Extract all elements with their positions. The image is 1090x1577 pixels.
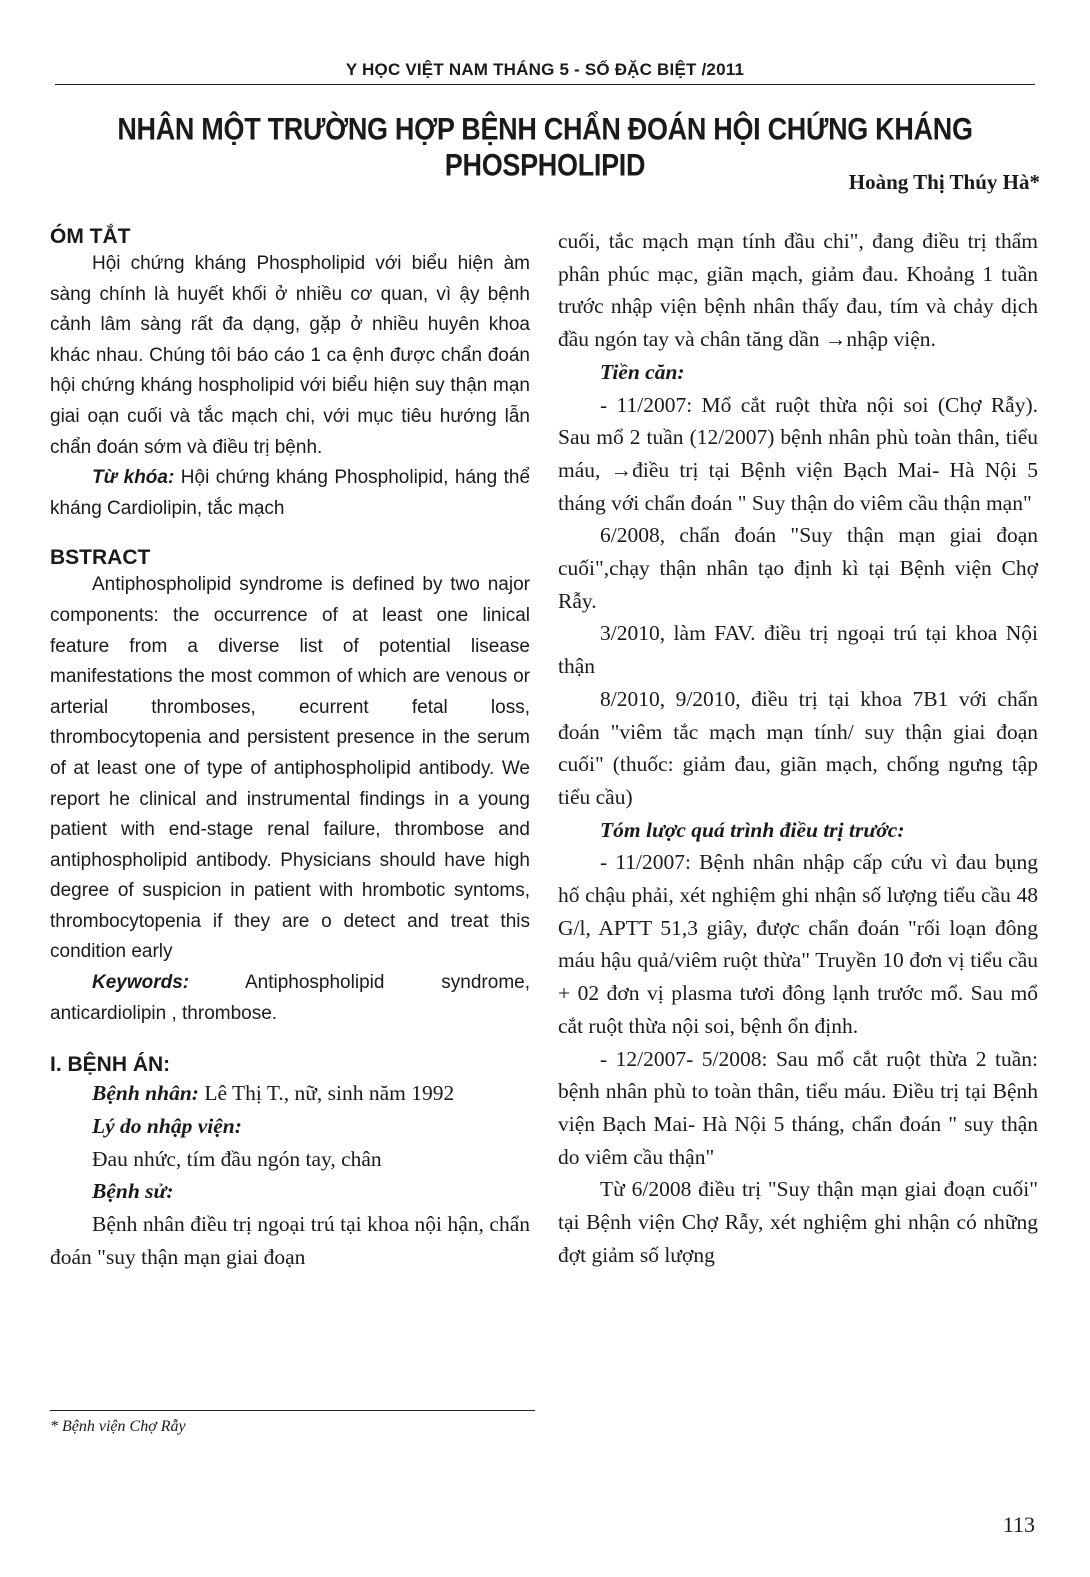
antecedent-item: - 11/2007: Mổ cắt ruột thừa nội soi (Chợ Rẫy). Sau mổ 2 tuần (12/2007) bệnh nhân phù toàn thân, tiểu máu, →điều trị tại Bệnh viện Bạch Mai- Hà Nội 5 tháng với chẩn đoán " Suy thận do viêm cầu thận mạn"	[558, 392, 1038, 515]
right-column	[558, 225, 1038, 1272]
case-heading: I. BỆNH ÁN:	[50, 1053, 171, 1077]
abstract-section	[50, 546, 530, 1029]
case-section	[50, 1053, 530, 1273]
history-continued: cuối, tắc mạch mạn tính đầu chi", đang điều trị thẩm phân phúc mạc, giãn mạch, giảm đau. Khoảng 1 tuần trước nhập viện bệnh nhân thấy đau, tím và chảy dịch đầu ngón tay và chân tăng dần →nhập viện.	[558, 229, 1038, 352]
page-number: 113	[1002, 1512, 1035, 1537]
prior-treatment-item: - 11/2007: Bệnh nhân nhập cấp cứu vì đau bụng hố chậu phải, xét nghiệm ghi nhận số lượng tiểu cầu 48 G/l, APTT 51,3 giây, được chẩn đoán "rối loạn đông máu hậu quả/viêm ruột thừa" Truyền 10 đơn vị tiểu cầu + 02 đơn vị plasma tươi đông lạnh trước mổ. Sau mổ cắt ruột thừa nội soi, bệnh ổn định.	[558, 850, 1038, 1038]
abstract-heading: BSTRACT	[50, 546, 151, 570]
summary-keywords-label: Từ khóa:	[92, 467, 175, 489]
summary-keywords	[50, 463, 530, 524]
patient-text: Lê Thị T., nữ, sinh năm 1992	[204, 1081, 455, 1106]
patient-label: Bệnh nhân:	[92, 1081, 199, 1106]
prior-treatment-label: Tóm lược quá trình điều trị trước:	[600, 817, 905, 842]
antecedent-item: 8/2010, 9/2010, điều trị tại khoa 7B1 với chẩn đoán "viêm tắc mạch mạn tính/ suy thận giai đoạn cuối" (thuốc: giảm đau, giãn mạch, chống ngưng tập tiểu cầu)	[558, 686, 1038, 809]
article-author: Hoàng Thị Thúy Hà*	[848, 170, 1040, 194]
history-label: Bệnh sử:	[92, 1179, 174, 1204]
reason-label: Lý do nhập viện:	[92, 1113, 242, 1138]
prior-treatment-item: - 12/2007- 5/2008: Sau mổ cắt ruột thừa 2 tuần: bệnh nhân phù to toàn thân, tiểu máu. Điều trị tại Bệnh viện Bạch Mai- Hà Nội 5 tháng, chẩn đoán " suy thận do viêm cầu thận"	[558, 1046, 1038, 1169]
patient-line	[50, 1077, 530, 1110]
history-label-line	[50, 1175, 530, 1208]
antecedents-label-line	[558, 356, 1038, 389]
reason-text: Đau nhức, tím đầu ngón tay, chân	[92, 1146, 382, 1171]
article-title: NHÂN MỘT TRƯỜNG HỢP BỆNH CHẨN ĐOÁN HỘI CHỨNG KHÁNG PHOSPHOLIPID	[117, 112, 973, 183]
summary-body: Hội chứng kháng Phospholipid với biểu hiện àm sàng chính là huyết khối ở nhiều cơ quan, vì ậy bệnh cảnh lâm sàng rất đa dạng, gặp ở nhiều huyên khoa khác nhau. Chúng tôi báo cáo 1 ca ệnh được chẩn đoán hội chứng kháng hospholipid với biểu hiện suy thận mạn giai oạn cuối và tắc mạch chi, với mục tiêu hướng lẫn chẩn đoán sớm và điều trị bệnh.	[50, 253, 530, 458]
left-column	[50, 225, 530, 1273]
prior-treatment-item: Từ 6/2008 điều trị "Suy thận mạn giai đoạn cuối" tại Bệnh viện Chợ Rẫy, xét nghiệm ghi nhận có những đợt giảm số lượng	[558, 1177, 1038, 1267]
antecedent-item: 6/2008, chẩn đoán "Suy thận mạn giai đoạn cuối",chạy thận nhân tạo định kì tại Bệnh viện Chợ Rẫy.	[558, 523, 1038, 613]
abstract-keywords	[50, 968, 530, 1029]
abstract-keywords-label: Keywords:	[92, 972, 190, 994]
summary-keywords-text: Hội chứng kháng Phospholipid, háng thể kháng Cardiolipin, tắc mạch	[50, 467, 531, 519]
abstract-body: Antiphospholipid syndrome is defined by two najor components: the occurrence of at least one linical feature from a diverse list of potential lisease manifestations the most common of which are venous or arterial thromboses, ecurrent fetal loss, thrombocytopenia and persistent presence in the serum of at least one of type of antiphospholipid antibody. We report he clinical and instrumental findings in a young patient with end-stage renal failure, thrombose and antiphospholipid antibody. Physicians should have high degree of suspicion in patient with hrombotic syntoms, thrombocytopenia if they are o detect and treat this condition early	[50, 574, 530, 963]
history-text: Bệnh nhân điều trị ngoại trú tại khoa nội hận, chẩn đoán "suy thận mạn giai đoạn	[50, 1212, 530, 1269]
running-header: Y HỌC VIỆT NAM THÁNG 5 - SỐ ĐẶC BIỆT /2011	[345, 60, 745, 79]
abstract-keywords-text: Antiphospholipid syndrome, anticardiolipin , thrombose.	[50, 972, 531, 1024]
prior-treatment-label-line	[558, 814, 1038, 847]
antecedents-label: Tiền căn:	[600, 359, 685, 384]
summary-heading: ÓM TẮT	[50, 225, 131, 248]
footnote: * Bệnh viện Chợ Rẫy	[50, 1418, 186, 1435]
header-rule	[55, 84, 1035, 85]
antecedent-item: 3/2010, làm FAV. điều trị ngoại trú tại khoa Nội thận	[558, 621, 1038, 679]
reason-label-line	[50, 1110, 530, 1143]
summary-section	[50, 225, 530, 524]
footnote-rule	[50, 1410, 535, 1411]
